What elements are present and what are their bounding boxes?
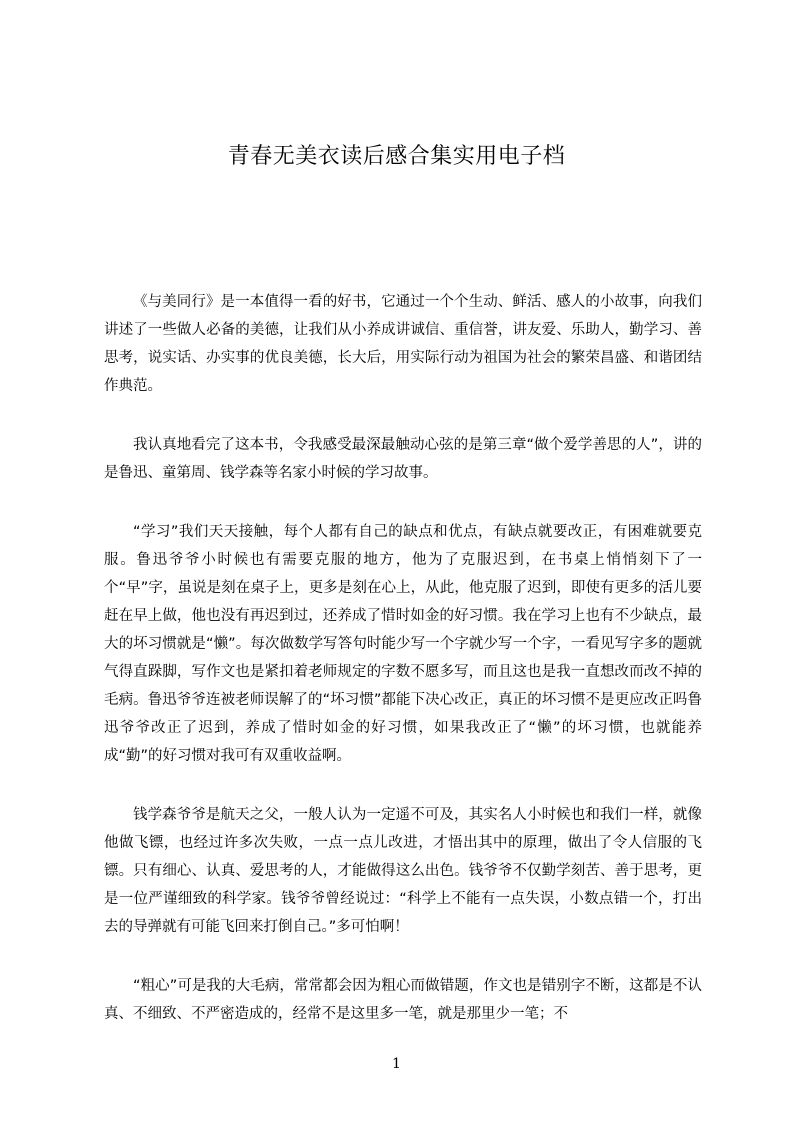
document-body [104,288,702,1059]
document-title: 青春无美衣读后感合集实用电子档 [227,144,566,169]
paragraph-1: 《与美同行》是一本值得一看的好书，它通过一个个生动、鲜活、感人的小故事，向我们讲述了一些做人必备的美德，让我们从小养成讲诚信、重信誉，讲友爱、乐助人，勤学习、善思考，说实话、办实事的优良美德，长大后，用实际行动为祖国为社会的繁荣昌盛、和谐团结作典范。 [104,294,702,394]
paragraph-5: “粗心”可是我的大毛病，常常都会因为粗心而做错题，作文也是错别字不断，这都是不认真、不细致、不严密造成的，经常不是这里多一笔，就是那里少一笔；不 [104,978,702,1022]
page-number: 1 [392,1056,401,1072]
paragraph-2: 我认真地看完了这本书，令我感受最深最触动心弦的是第三章“做个爱学善思的人”，讲的是鲁迅、童第周、钱学森等名家小时候的学习故事。 [104,437,702,481]
paragraph-3: “学习”我们天天接触，每个人都有自己的缺点和优点，有缺点就要改正，有困难就要克服。鲁迅爷爷小时候也有需要克服的地方，他为了克服迟到，在书桌上悄悄刻下了一个“早”字，虽说是刻在桌子上，更多是刻在心上，从此，他克服了迟到，即使有更多的活儿要赶在早上做，他也没有再迟到过，还养成了惜时如金的好习惯。我在学习上也有不少缺点，最大的坏习惯就是“懒”。每次做数学写答句时能少写一个字就少写一个字，一看见写字多的题就气得直跺脚，写作文也是紧扣着老师规定的字数不愿多写，而且这也是我一直想改而改不掉的毛病。鲁迅爷爷连被老师误解了的“坏习惯”都能下决心改正，真正的坏习惯不是更应改正吗鲁迅爷爷改正了迟到，养成了惜时如金的好习惯，如果我改正了“懒”的坏习惯，也就能养成“勤”的好习惯对我可有双重收益啊。 [104,524,702,764]
paragraph-4: 钱学森爷爷是航天之父，一般人认为一定遥不可及，其实名人小时候也和我们一样，就像他做飞镖，也经过许多次失败，一点一点儿改进，才悟出其中的原理，做出了令人信服的飞镖。只有细心、认真、爱思考的人，才能做得这么出色。钱爷爷不仅勤学刻苦、善于思考，更是一位严谨细致的科学家。钱爷爷曾经说过：“科学上不能有一点失误，小数点错一个，打出去的导弹就有可能飞回来打倒自己。”多可怕啊！ [104,807,702,935]
